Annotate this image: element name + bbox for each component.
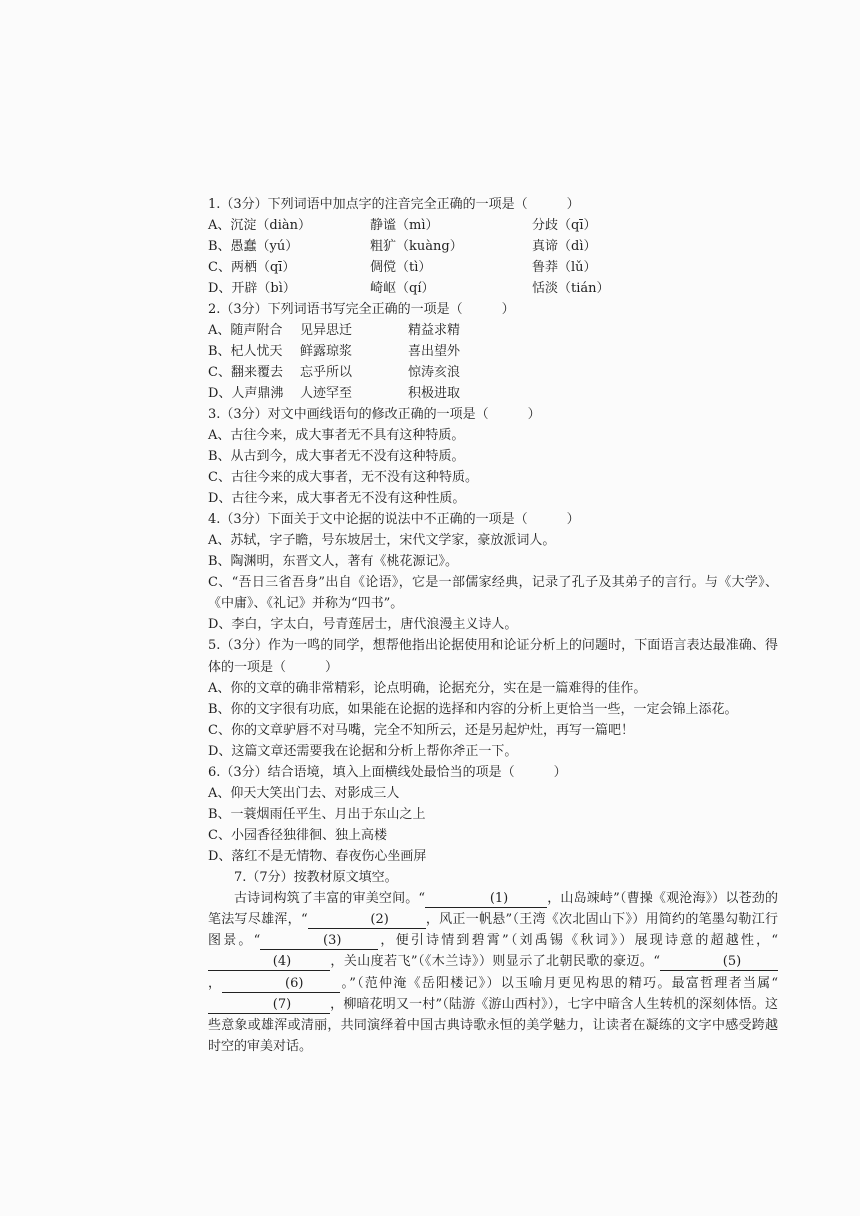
blank-5[interactable]: (5) (660, 954, 778, 971)
q1-d-2: 崎岖（qí） (370, 281, 435, 296)
q1-b-1: B、愚蠢（yú） (208, 239, 299, 254)
q7-seg-0: 古诗词构筑了丰富的审美空间。“ (234, 890, 426, 906)
q4-option-d: D、李白，字太白，号青莲居士，唐代浪漫主义诗人。 (208, 617, 518, 633)
q2-option-d (208, 383, 778, 404)
q1-a-2: 静谧（mì） (370, 218, 439, 233)
q2-d-3: 积极进取 (408, 386, 461, 401)
q2-option-b (208, 341, 778, 362)
q4-option-c: C、“吾日三省吾身”出自《论语》，它是一部儒家经典，记录了孔子及其弟子的言行。与《大学》、《中庸》、《礼记》并称为“四书”。 (208, 575, 778, 612)
q3-option-a: A、古往今来，成大事者无不具有这种特质。 (208, 428, 465, 443)
q5-option-a: A、你的文章的确非常精彩，论点明确，论据充分，实在是一篇难得的佳作。 (208, 680, 647, 696)
q1-option-a (208, 215, 778, 236)
q3-stem: 3.（3分）对文中画线语句的修改正确的一项是（ ） (208, 407, 541, 422)
q5-stem: 5.（3分）作为一鸣的同学，想帮他指出论据使用和论证分析上的问题时，下面语言表达最准确、得体的一项是（ ） (208, 638, 778, 675)
q5-option-d: D、这篇文章还需要我在论据和分析上帮你斧正一下。 (208, 743, 518, 759)
q6-option-c: C、小园香径独徘徊、独上高楼 (208, 827, 387, 843)
q1-b-2: 粗犷（kuàng） (370, 239, 463, 254)
q3-option-c: C、古往今来的成大事者，无不没有这种特质。 (208, 470, 478, 485)
q2-d-2: 人迹罕至 (300, 386, 353, 401)
q2-option-c (208, 362, 778, 383)
q2-c-3: 惊涛亥浪 (408, 365, 461, 380)
q1-a-3: 分歧（qī） (532, 218, 597, 233)
q2-a-1: A、随声附合 (208, 323, 283, 338)
q6-option-b: B、一蓑烟雨任平生、月出于东山之上 (208, 806, 426, 822)
q4-option-a: A、苏轼，字子瞻，号东坡居士，宋代文学家，豪放派词人。 (208, 533, 556, 548)
q5-option-c: C、你的文章驴唇不对马嘴，完全不知所云，还是另起炉灶，再写一篇吧！ (208, 722, 634, 738)
q2-b-2: 鲜露琼浆 (300, 344, 353, 359)
q7-seg-2: ，风正一帆悬”（王湾《次北固山下》）用简约的笔墨勾勒江行图景。“ (208, 912, 778, 949)
q4-stem: 4.（3分）下面关于文中论据的说法中不正确的一项是（ ） (208, 512, 580, 527)
q6-option-d: D、落红不是无情物、春夜伤心坐画屏 (208, 848, 427, 864)
q5-option-b: B、你的文字很有功底，如果能在论据的选择和内容的分析上更恰当一些，一定会锦上添花。 (208, 701, 738, 717)
q7-passage (208, 888, 778, 1058)
q2-c-1: C、翻来覆去 (208, 365, 283, 380)
q1-stem: 1.（3分）下列词语中加点字的注音完全正确的一项是（ ） (208, 197, 580, 212)
q1-c-2: 倜傥（tì） (370, 260, 432, 275)
q1-option-d (208, 278, 778, 299)
q2-a-3: 精益求精 (408, 323, 461, 338)
q7-seg-7: ，柳暗花明又一村”（陆游《游山西村》），七字中暗含人生转机的深刻体悟。这些意象或雄浑或清丽，共同演绎着中国古典诗歌永恒的美学魅力，让读者在凝练的文字中感受跨越时空的审美对话。 (208, 996, 778, 1055)
q3-option-d: D、古往今来，成大事者无不没有这种性质。 (208, 491, 466, 506)
q7-seg-3: ，便引诗情到碧霄”（刘禹锡《秋词》）展现诗意的超越性，“ (378, 933, 778, 949)
q1-d-3: 恬淡（tián） (532, 281, 610, 296)
q7-seg-1: ，山岛竦峙”（曹操《观沧海》）以苍劲的笔法写尽雄浑，“ (208, 890, 778, 928)
q2-b-1: B、杞人忧天 (208, 344, 283, 359)
q6-stem: 6.（3分）结合语境，填入上面横线处最恰当的项是（ ） (208, 764, 567, 780)
q1-option-c (208, 257, 778, 278)
q4-option-b: B、陶渊明，东晋文人，著有《桃花源记》。 (208, 554, 459, 569)
q2-option-a (208, 320, 778, 341)
blank-4[interactable]: (4) (208, 954, 330, 971)
q1-d-1: D、开辟（bì） (208, 281, 296, 296)
q2-d-1: D、人声鼎沸 (208, 386, 284, 401)
q2-b-3: 喜出望外 (408, 344, 461, 359)
q6-option-a: A、仰天大笑出门去、对影成三人 (208, 785, 400, 801)
q1-a-1: A、沉淀（diàn） (208, 218, 311, 233)
faded-header-mark (140, 130, 320, 136)
q1-c-3: 鲁莽（lǔ） (532, 260, 597, 275)
q2-stem: 2.（3分）下列词语书写完全正确的一项是（ ） (208, 302, 515, 317)
exam-page (208, 194, 778, 1057)
q1-b-3: 真谛（dì） (532, 239, 597, 254)
q7-seg-4: ，关山度若飞”（《木兰诗》）则显示了北朝民歌的豪迈。“ (330, 954, 660, 970)
blank-6[interactable]: (6) (222, 976, 340, 993)
blank-3[interactable]: (3) (260, 933, 378, 950)
q7-seg-5: ， (208, 975, 223, 991)
q2-c-2: 忘乎所以 (300, 365, 353, 380)
q2-a-2: 见异思迁 (300, 323, 353, 338)
blank-7[interactable]: (7) (208, 997, 330, 1014)
q7-stem: 7.（7分）按教材原文填空。 (234, 869, 398, 885)
q1-option-b (208, 236, 778, 257)
q1-c-1: C、两栖（qī） (208, 260, 296, 275)
q3-option-b: B、从古到今，成大事者无不没有这种特质。 (208, 449, 465, 464)
blank-1[interactable]: (1) (425, 891, 547, 908)
blank-2[interactable]: (2) (308, 912, 426, 929)
q7-seg-6: 。”（范仲淹《岳阳楼记》）以玉喻月更见构思的精巧。最富哲理者当属“ (340, 975, 778, 991)
